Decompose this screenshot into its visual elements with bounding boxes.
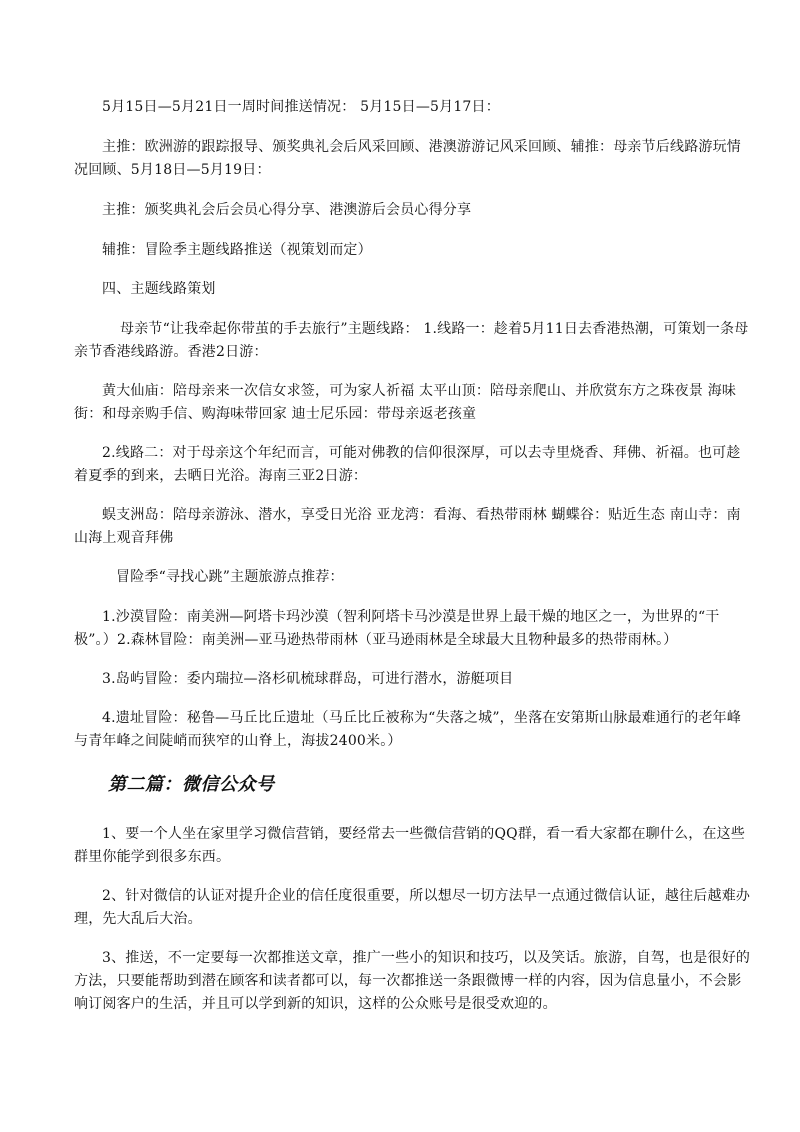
paragraph-route-two: 2.线路二：对于母亲这个年纪而言，可能对佛教的信仰很深厚，可以去寺里烧香、拜佛、祈福。也可趁着夏季的到来，去晒日光浴。海南三亚2日游： (74, 445, 741, 484)
paragraph-sanya-spots: 蜈支洲岛：陪母亲游泳、潜水，享受日光浴 亚龙湾：看海、看热带雨林 蝴蝶谷：贴近生态 南山寺：南山海上观音拜佛 (74, 507, 741, 546)
paragraph-ruins-adventure: 4.遗址冒险：秘鲁—马丘比丘遗址（马丘比丘被称为“失落之城”，坐落在安第斯山脉最难通行的老年峰与青年峰之间陡峭而狭窄的山脊上，海拔2400米。） (74, 710, 742, 749)
section-title: 第二篇：微信公众号 (108, 774, 275, 795)
paragraph-hongkong-spots: 黄大仙庙：陪母亲来一次信女求签，可为家人祈福 太平山顶：陪母亲爬山、并欣赏东方之珠夜景 海味街：和母亲购手信、购海味带回家 迪士尼乐园：带母亲返老孩童 (74, 383, 737, 422)
paragraph-main-push-2: 主推：颁奖典礼会后会员心得分享、港澳游后会员心得分享 (102, 202, 472, 218)
paragraph-push-schedule: 5月15日—5月21日一周时间推送情况： 5月15日—5月17日： (102, 99, 500, 115)
paragraph-wechat-tip-2: 2、针对微信的认证对提升企业的信任度很重要，所以想尽一切方法早一点通过微信认证，越往后越难办理，先大乱后大治。 (74, 888, 751, 927)
paragraph-secondary-push: 辅推：冒险季主题线路推送（视策划而定） (102, 242, 372, 258)
paragraph-section-four-title: 四、主题线路策划 (102, 281, 216, 297)
paragraph-wechat-tip-1: 1、要一个人坐在家里学习微信营销，要经常去一些微信营销的QQ群，看一看大家都在聊什么，在这些群里你能学到很多东西。 (74, 826, 746, 865)
paragraph-mothers-day-route: 母亲节“让我牵起你带茧的手去旅行”主题线路： 1.线路一：趁着5月11日去香港热潮，可策划一条母亲节香港线路游。香港2日游： (74, 321, 749, 360)
paragraph-main-push-1: 主推：欧洲游的跟踪报导、颁奖典礼会后风采回顾、港澳游游记风采回顾、辅推：母亲节后线路游玩情况回顾、5月18日—5月19日： (74, 139, 741, 178)
paragraph-island-adventure: 3.岛屿冒险：委内瑞拉—洛杉矶梳球群岛，可进行潜水，游艇项目 (102, 671, 514, 687)
paragraph-desert-forest-adventure: 1.沙漠冒险：南美洲—阿塔卡玛沙漠（智利阿塔卡马沙漠是世界上最干燥的地区之一，为世界的“干极”。）2.森林冒险：南美洲—亚马逊热带雨林（亚马逊雨林是全球最大且物种最多的热带雨林。） (74, 609, 720, 648)
paragraph-wechat-tip-3: 3、推送，不一定要每一次都推送文章，推广一些小的知识和技巧，以及笑话。旅游，自驾，也是很好的方法，只要能帮助到潜在顾客和读者都可以，每一次都推送一条跟微博一样的内容，因为信息量小，不会影响订阅客户的生活，并且可以学到新的知识，这样的公众账号是很受欢迎的。 (74, 950, 751, 1012)
paragraph-adventure-season: 冒险季“寻找心跳”主题旅游点推荐： (116, 569, 344, 585)
